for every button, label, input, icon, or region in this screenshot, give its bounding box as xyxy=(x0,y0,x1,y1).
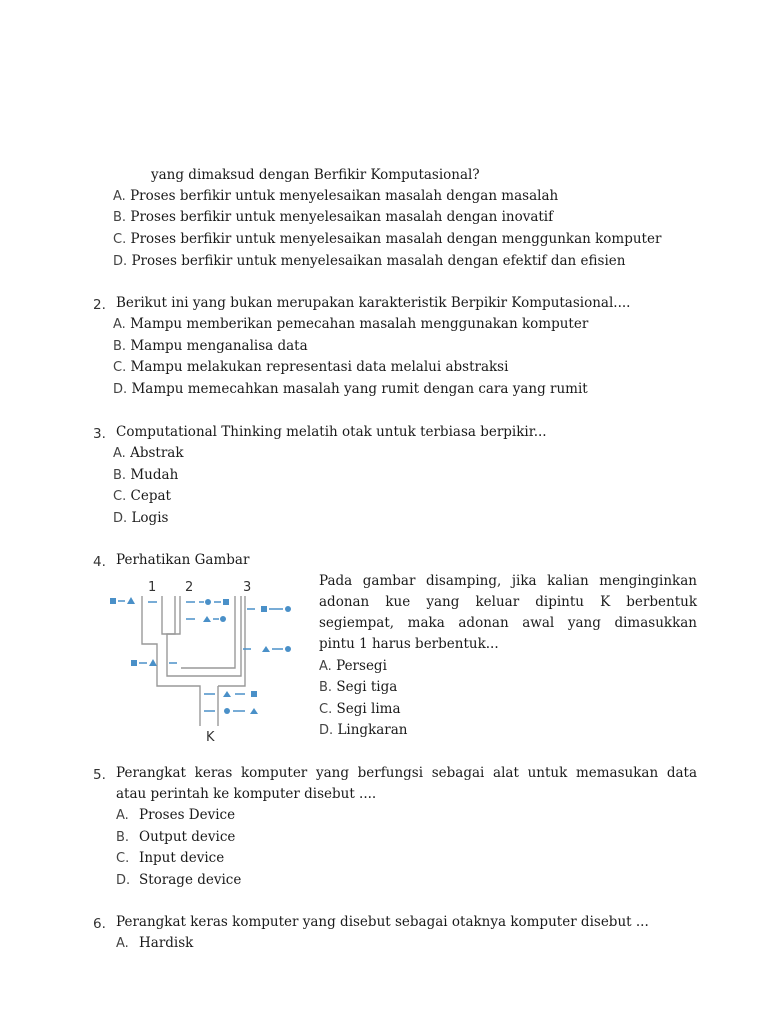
option-letter: B. xyxy=(116,830,130,845)
option-letter: C. xyxy=(113,489,127,504)
question-5-option-c xyxy=(116,852,224,866)
question-4-body-line: Pada gambar disamping, jika kalian menginginkan xyxy=(319,573,697,589)
question-number: 2. xyxy=(93,297,106,313)
option-text: Storage device xyxy=(139,872,242,888)
option-letter: B. xyxy=(113,468,127,483)
option-letter: A. xyxy=(113,446,126,461)
question-4-body-line: segiempat, maka adonan awal yang dimasukkan xyxy=(319,615,697,631)
option-text: Lingkaran xyxy=(337,722,408,738)
option-letter: C. xyxy=(113,232,127,247)
option-text: Hardisk xyxy=(139,935,194,951)
option-letter: C. xyxy=(116,851,130,866)
option-letter: D. xyxy=(116,873,131,888)
option-text: Proses berfikir untuk menyelesaikan masalah dengan masalah xyxy=(130,188,559,204)
option-text: Persegi xyxy=(336,658,387,674)
question-2-option-b xyxy=(113,340,308,354)
diagram-label-2: 2 xyxy=(185,580,194,595)
option-text: Mampu melakukan representasi data melalui abstraksi xyxy=(130,359,509,375)
question-5-option-b xyxy=(116,831,235,845)
option-letter: B. xyxy=(113,210,127,225)
question-1-option-a xyxy=(113,190,558,204)
option-text: Proses Device xyxy=(139,807,236,823)
option-letter: A. xyxy=(116,808,129,823)
question-6-option-a xyxy=(116,937,193,951)
question-1-option-c xyxy=(113,233,661,247)
option-text: Segi lima xyxy=(336,701,401,717)
pipe-diagram xyxy=(105,574,305,746)
option-text: Mudah xyxy=(130,467,179,483)
question-4-body-line: pintu 1 harus berbentuk... xyxy=(319,636,499,652)
question-3-option-c xyxy=(113,490,171,504)
question-5-stem-line: Perangkat keras komputer yang berfungsi sebagai alat untuk memasukan data xyxy=(116,765,697,781)
option-letter: A. xyxy=(116,936,129,951)
option-letter: C. xyxy=(319,702,333,717)
option-letter: D. xyxy=(319,723,334,738)
question-1-stem: yang dimaksud dengan Berfikir Komputasional? xyxy=(151,167,480,183)
question-2-option-c xyxy=(113,361,508,375)
question-5-stem-line: atau perintah ke komputer disebut .... xyxy=(116,786,377,802)
option-text: Input device xyxy=(139,850,225,866)
option-letter: A. xyxy=(113,317,126,332)
option-text: Mampu menganalisa data xyxy=(130,338,308,354)
question-4-body-line: adonan kue yang keluar dipintu K berbentuk xyxy=(319,594,697,610)
question-4-option-c xyxy=(319,703,401,717)
option-letter: A. xyxy=(319,659,332,674)
question-3-stem: Computational Thinking melatih otak untuk terbiasa berpikir... xyxy=(116,424,547,440)
option-letter: B. xyxy=(319,680,333,695)
question-4-option-a xyxy=(319,660,387,674)
diagram-exit-label: K xyxy=(206,730,215,745)
option-text: Mampu memecahkan masalah yang rumit dengan cara yang rumit xyxy=(131,381,588,397)
option-letter: A. xyxy=(113,189,126,204)
question-3-option-a xyxy=(113,447,184,461)
option-text: Logis xyxy=(131,510,169,526)
option-text: Proses berfikir untuk menyelesaikan masalah dengan menggunkan komputer xyxy=(130,231,662,247)
option-letter: D. xyxy=(113,511,128,526)
diagram-label-3: 3 xyxy=(243,580,252,595)
question-4-option-b xyxy=(319,681,397,695)
question-3-option-d xyxy=(113,512,168,526)
question-number: 6. xyxy=(93,916,106,932)
option-text: Abstrak xyxy=(130,445,184,461)
question-3-option-b xyxy=(113,469,178,483)
question-1-option-d xyxy=(113,255,625,269)
option-text: Proses berfikir untuk menyelesaikan masalah dengan inovatif xyxy=(130,209,554,225)
question-4-stem: Perhatikan Gambar xyxy=(116,552,250,568)
option-letter: D. xyxy=(113,254,128,269)
question-number: 3. xyxy=(93,426,106,442)
option-text: Cepat xyxy=(130,488,171,504)
option-text: Proses berfikir untuk menyelesaikan masalah dengan efektif dan efisien xyxy=(131,253,626,269)
question-2-option-a xyxy=(113,318,588,332)
pipe-walls xyxy=(142,596,245,726)
question-number: 5. xyxy=(93,767,106,783)
option-letter: B. xyxy=(113,339,127,354)
question-2-option-d xyxy=(113,383,588,397)
option-letter: D. xyxy=(113,382,128,397)
question-4-option-d xyxy=(319,724,408,738)
question-1-option-b xyxy=(113,211,553,225)
question-5-option-a xyxy=(116,809,235,823)
option-text: Output device xyxy=(139,829,236,845)
option-text: Segi tiga xyxy=(336,679,398,695)
question-6-stem: Perangkat keras komputer yang disebut sebagai otaknya komputer disebut ... xyxy=(116,914,649,930)
question-5-option-d xyxy=(116,874,241,888)
question-number: 4. xyxy=(93,554,106,570)
question-2-stem: Berikut ini yang bukan merupakan karakteristik Berpikir Komputasional.... xyxy=(116,295,631,311)
option-text: Mampu memberikan pemecahan masalah menggunakan komputer xyxy=(130,316,589,332)
diagram-label-1: 1 xyxy=(148,580,157,595)
option-letter: C. xyxy=(113,360,127,375)
